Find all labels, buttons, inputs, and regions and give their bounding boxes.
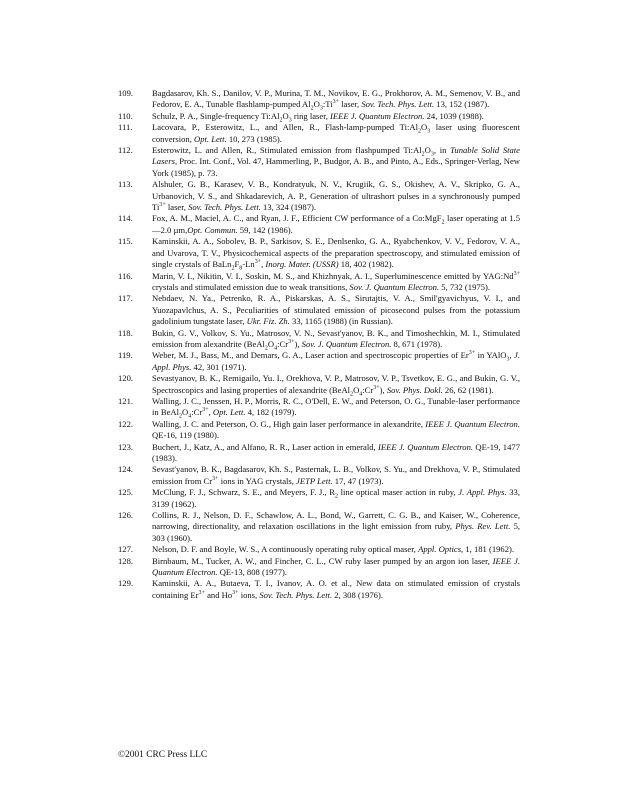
reference-item xyxy=(118,179,520,213)
reference-text: Alshuler, G. B., Karasev, V. B., Kondratyuk, N. V., Krugiik, G. S., Okishev, A. V., Skripko, G. A., Urbanovich, V. S., and Shkadarevich, A. P., Generation of ultrashort pulses in a synchronously pumped $Ti^{3+}$ laser, Sov. Tech. Phys. Lett. 13, 324 (1987). xyxy=(152,179,520,213)
reference-number: 122. xyxy=(118,418,134,429)
reference-item xyxy=(118,350,520,373)
reference-item xyxy=(118,373,520,396)
reference-number: 118. xyxy=(118,327,133,338)
reference-item xyxy=(118,111,520,122)
reference-text: Buchert, J., Katz, A., and Alfano, R. R., Laser action in emerald, IEEE J. Quantum Electron. QE-19, 1477 (1983). xyxy=(152,441,520,463)
reference-item xyxy=(118,328,520,351)
reference-item xyxy=(118,213,520,236)
reference-number: 119. xyxy=(118,350,133,361)
reference-number: 110. xyxy=(118,110,133,121)
reference-text: Sevastyanov, B. K., Remigailo, Yu. I., Orekhova, V. P., Matrosov, V. P., Tsvetkov, E. G., and Bukin, G. V., Spectroscopics and lasing properties of alexandrite $(BeAl_2O_4:Cr^{3+})$, Sov. Phys. Dokl. 26, 62 (1981). xyxy=(152,373,520,398)
reference-text: Marin, V. I., Nikitin, V. I., Soskin, M. S., and Khizhnyak, A. I., Superluminescence emitted by $YAG:Nd^{3+}$ crystals and stimulated emission due to weak transitions, Sov. J. Quantum Electron. 5, 732 (1975). xyxy=(152,270,520,292)
reference-number: 120. xyxy=(118,373,134,384)
reference-number: 109. xyxy=(118,88,134,98)
reference-text: Bagdasarov, Kh. S., Danilov, V. P., Murina, T. M., Novikov, E. G., Prokhorov, A. M., Semenov, V. B., and Fedorov, E. A., Tunable flashlamp-pumped $Al_2O_3:Ti^{3+}$ laser, Sov. Tech. Phys. Lett. 13, 152 (1987). xyxy=(152,88,520,113)
reference-item xyxy=(118,122,520,145)
reference-text: Collins, R. J., Nelson, D. F., Schawlow, A. L., Bond, W., Garrett, C. G. B., and Kaiser, W., Coherence, narrowing, directionality, and relaxation oscillations in the light emission from ruby, Phys. Rev. Lett. 5, 303 (1960). xyxy=(152,510,521,543)
copyright-footer: ©2001 CRC Press LLC xyxy=(118,750,208,760)
reference-text: Walling, J. C., Jenssen, H. P., Morris, R. C., O'Dell, E. W., and Peterson, O. G., Tunable-laser performance in $BeAl_2O_4:Cr^{3+}$, Opt. Lett. 4, 182 (1979). xyxy=(152,395,520,421)
reference-list xyxy=(118,88,520,601)
reference-number: 128. xyxy=(118,555,134,566)
reference-number: 129. xyxy=(118,578,134,589)
reference-text: Nebdaev, N. Ya., Petrenko, R. A., Piskarskas, A. S., Sirutajtis, V. A., Smil'gyavichyus, V. I., and Yuozapavlchus, A. S., Peculiarities of stimulated emission of picosecond pulses from the potassium gadolinium tungstate laser, Ukr. Fiz. Zh. 33, 1165 (1988) (in Russian). xyxy=(152,293,520,327)
reference-number: 115. xyxy=(118,236,133,247)
reference-text: McClung, F. J., Schwarz, S. E., and Meyers, F. J., $R_2$ line optical maser action in ruby, J. Appl. Phys. 33, 3139 (1962). xyxy=(152,487,521,509)
reference-item xyxy=(118,236,520,270)
reference-number: 112. xyxy=(118,145,133,156)
reference-item xyxy=(118,487,520,510)
reference-text: Schulz, P. A., Single-frequency $Ti:Al_2O_3$ ring laser, IEEE J. Quantum Electron. 24, 1039 (1988). xyxy=(152,110,484,124)
reference-item xyxy=(118,510,520,544)
reference-number: 124. xyxy=(118,464,134,475)
reference-item xyxy=(118,145,520,179)
reference-text: Esterowitz, L. and Allen, R., Stimulated emission from flashpumped $Ti:Al_2O_3$, in Tunable Solid State Lasers, Proc. Int. Conf., Vol. 47, Hammerling, P., Budgor, A. B., and Pinto, A., Eds., Springer-Verlag, New York (1985), p. 73. xyxy=(152,145,520,178)
reference-number: 123. xyxy=(118,441,134,452)
reference-text: Fox, A. M., Maciel, A. C., and Ryan, J. F., Efficient CW performance of a Co:MgF$_2$ laser operating at 1.5—2.0 µm,Opt. Commun. 59, 142 (1986). xyxy=(152,213,520,235)
reference-number: 126. xyxy=(118,510,134,521)
reference-text: Weber, M. J., Bass, M., and Demars, G. A., Laser action and spectroscopic properties of $Er^{3+}$ in YAlO$_3$, J. Appl. Phys. 42, 301 (1971). xyxy=(152,350,520,372)
reference-number: 114. xyxy=(118,213,133,224)
reference-text: Sevast'yanov, B. K., Bagdasarov, Kh. S., Pasternak, L. B., Volkov, S. Yu., and Drekhova, V. P., Stimulated emission from $Cr^{3+}$ ions in YAG crystals, JETP Lett. 17, 47 (1973). xyxy=(152,464,520,486)
reference-number: 121. xyxy=(118,395,134,406)
reference-item xyxy=(118,419,520,442)
reference-item xyxy=(118,271,520,294)
reference-number: 113. xyxy=(118,179,133,190)
reference-item xyxy=(118,88,520,111)
reference-number: 125. xyxy=(118,487,134,498)
reference-number: 127. xyxy=(118,544,134,555)
reference-item xyxy=(118,578,520,601)
reference-number: 117. xyxy=(118,293,133,304)
reference-item xyxy=(118,556,520,579)
reference-text: Bukin, G. V., Volkov, S. Yu., Matrosov, V. N., Sevast'yanov, B. K., and Timoshechkin, M. I., Stimulated emission from alexandrite $(BeAl_2O_4:Cr^{3+})$, Sov. J. Quantum Electron. 8, 671 (1978). xyxy=(152,327,520,352)
reference-number: 116. xyxy=(118,270,133,281)
reference-item xyxy=(118,464,520,487)
reference-text: Birnbaum, M., Tucker, A. W., and Fincher, C. L., CW ruby laser pumped by an argon ion laser, IEEE J. Quantum Electron. QE-13, 808 (1977). xyxy=(152,555,521,578)
reference-item xyxy=(118,293,520,327)
reference-text: Kaminskii, A. A., Sobolev, B. P., Sarkisov, S. E., Denlsenko, G. A., Ryabchenkov, V. V., Fedorov, V. A., and Uvarova, T. V., Physicochemical aspects of the preparation spectroscopy, and stimulated emission of single crystals of $BaLn_2F_8-Ln^{3+}$, Inorg. Mater. (USSR) 18, 402 (1982). xyxy=(152,236,520,272)
reference-text: Nelson, D. F. and Boyle, W. S., A continuously operating ruby optical maser, Appl. Optics, 1, 181 (1962). xyxy=(152,544,515,555)
reference-text: Kaminskii, A. A., Butaeva, T. I., Ivanov, A. O. et al., New data on stimulated emission of crystals containing $Er^{3+}$ and $Ho^{3+}$ ions, Sov. Tech. Phys. Lett. 2, 308 (1976). xyxy=(152,578,520,600)
reference-item xyxy=(118,396,520,419)
reference-text: Walling, J. C. and Peterson, O. G., High gain laser performance in alexandrite, IEEE J. Quantum Electron. QE-16, 119 (1980). xyxy=(152,418,520,441)
reference-item xyxy=(118,442,520,465)
reference-number: 111. xyxy=(118,122,133,133)
reference-item xyxy=(118,544,520,555)
reference-text: Lacovara, P., Esterowitz, L., and Allen, R., Flash-lamp-pumped $Ti:Al_2O_3$ laser using fluorescent conversion, Opt. Lett. 10, 273 (1985). xyxy=(152,122,520,144)
